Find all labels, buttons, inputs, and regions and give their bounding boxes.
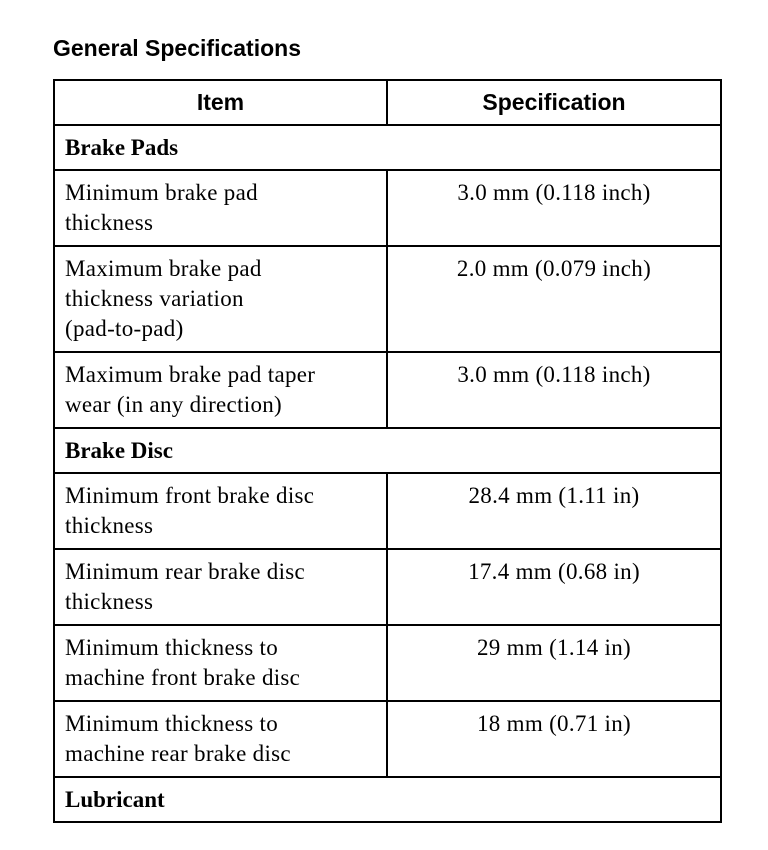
specifications-table — [53, 79, 722, 823]
value-cell: 29 mm (1.14 in) — [387, 625, 721, 701]
item-text-line: Minimum thickness to — [65, 635, 278, 660]
value-cell: 3.0 mm (0.118 inch) — [387, 352, 721, 428]
section-row-lubricant — [54, 777, 721, 822]
table-row — [54, 352, 721, 428]
item-text-line: thickness — [65, 589, 154, 614]
item-cell — [54, 473, 387, 549]
item-text-line: Minimum rear brake disc — [65, 559, 306, 584]
value-cell: 28.4 mm (1.11 in) — [387, 473, 721, 549]
item-cell — [54, 549, 387, 625]
item-cell — [54, 625, 387, 701]
item-text-line: Maximum brake pad — [65, 256, 262, 281]
value-cell: 2.0 mm (0.079 inch) — [387, 246, 721, 352]
item-cell — [54, 352, 387, 428]
header-row — [54, 80, 721, 125]
item-text-line: thickness — [65, 210, 154, 235]
section-row-brake-disc — [54, 428, 721, 473]
item-column-header: Item — [54, 80, 387, 125]
page-title: General Specifications — [53, 35, 301, 61]
item-text-line: Maximum brake pad taper — [65, 362, 316, 387]
value-cell: 17.4 mm (0.68 in) — [387, 549, 721, 625]
item-cell — [54, 701, 387, 777]
table-row — [54, 246, 721, 352]
item-text-line: Minimum thickness to — [65, 711, 278, 736]
section-title: Lubricant — [54, 777, 721, 822]
value-cell: 3.0 mm (0.118 inch) — [387, 170, 721, 246]
item-text-line: thickness — [65, 513, 154, 538]
table-row — [54, 625, 721, 701]
section-title: Brake Disc — [54, 428, 721, 473]
section-title: Brake Pads — [54, 125, 721, 170]
specification-column-header: Specification — [387, 80, 721, 125]
table-row — [54, 170, 721, 246]
table-row — [54, 473, 721, 549]
item-text-line: wear (in any direction) — [65, 392, 282, 417]
item-cell — [54, 170, 387, 246]
item-text-line: (pad-to-pad) — [65, 316, 184, 341]
table-row — [54, 701, 721, 777]
value-cell: 18 mm (0.71 in) — [387, 701, 721, 777]
item-text-line: machine rear brake disc — [65, 741, 291, 766]
item-text-line: machine front brake disc — [65, 665, 301, 690]
item-text-line: Minimum front brake disc — [65, 483, 315, 508]
section-row-brake-pads — [54, 125, 721, 170]
item-cell — [54, 246, 387, 352]
item-text-line: Minimum brake pad — [65, 180, 258, 205]
table-row — [54, 549, 721, 625]
item-text-line: thickness variation — [65, 286, 244, 311]
